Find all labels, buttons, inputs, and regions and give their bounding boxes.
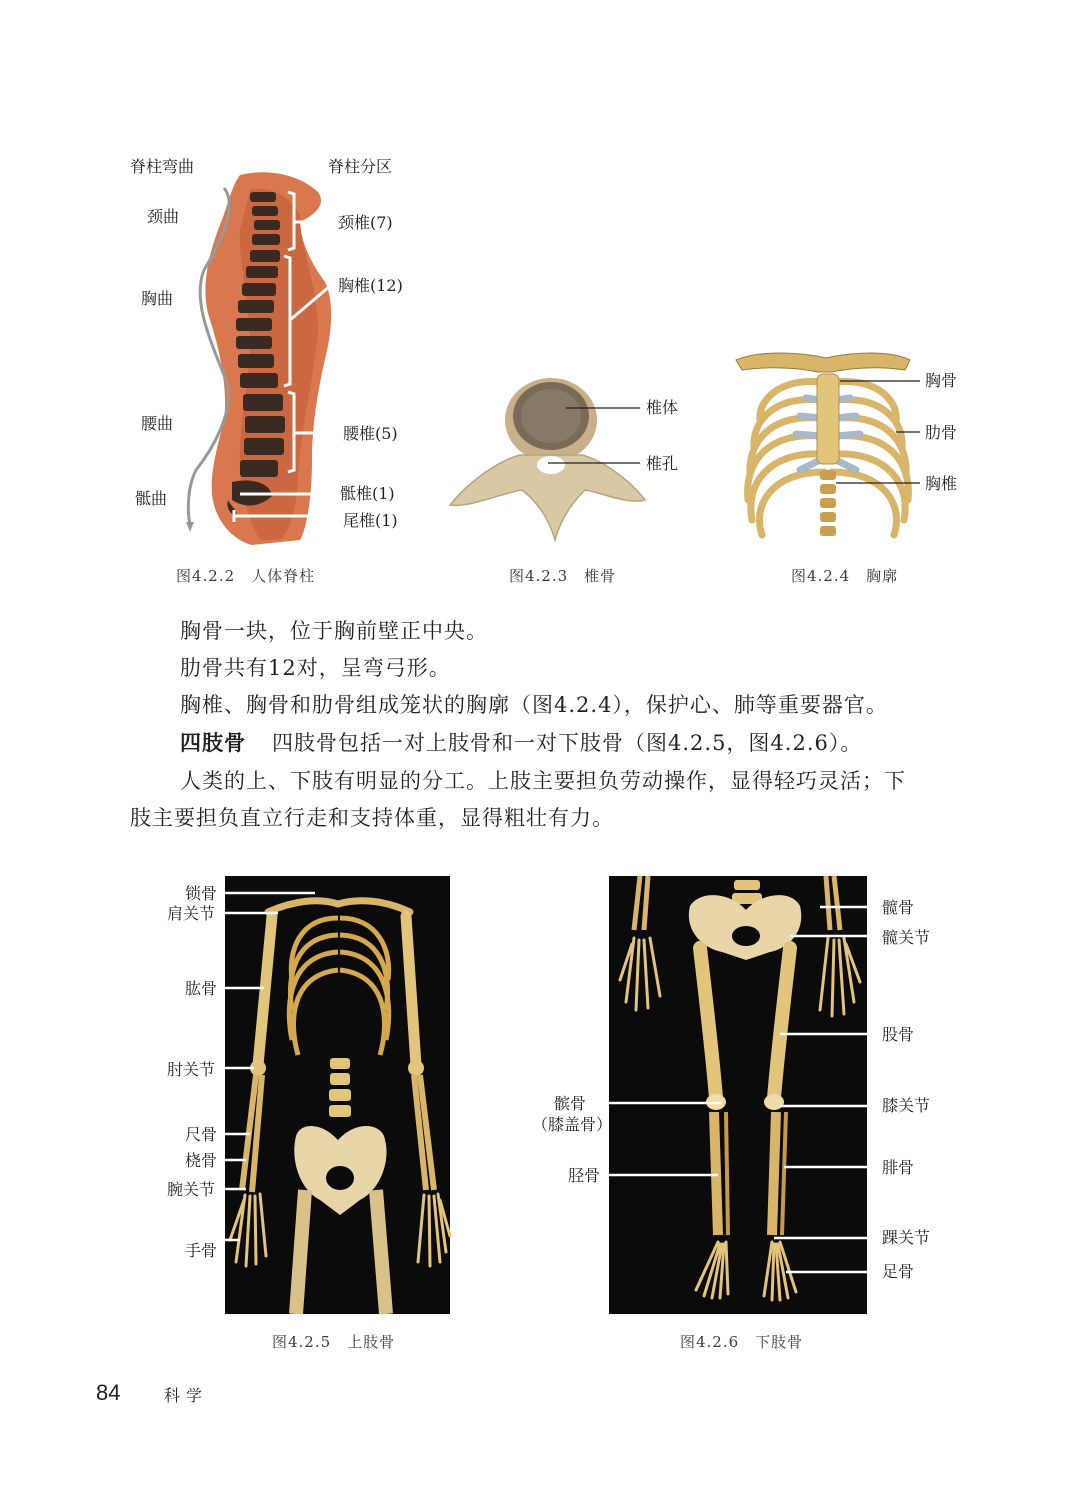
curve-sacral: 骶曲	[135, 489, 168, 508]
region-lumbar: 腰椎(5)	[343, 424, 398, 443]
vertebra-body-label: 椎体	[646, 398, 679, 417]
label-hip-joint: 髋关节	[882, 928, 931, 947]
curve-thoracic: 胸曲	[141, 289, 174, 308]
label-patella: 髌骨	[554, 1094, 587, 1113]
vertebra-foramen-label: 椎孔	[646, 454, 679, 473]
caption-thorax: 图4.2.4 胸廓	[791, 567, 899, 585]
thorax-sternum-label: 胸骨	[925, 371, 958, 390]
label-radius: 桡骨	[185, 1151, 218, 1170]
label-foot-bones: 足骨	[882, 1262, 915, 1281]
region-sacral: 骶椎(1)	[340, 484, 395, 503]
caption-upper-limb: 图4.2.5 上肢骨	[272, 1333, 396, 1351]
label-hip-bone: 髋骨	[882, 898, 915, 917]
paragraph-thorax: 胸椎、胸骨和肋骨组成笼状的胸廓（图4.2.4），保护心、肺等重要器官。	[180, 693, 888, 717]
curve-lumbar: 腰曲	[141, 414, 174, 433]
label-fibula: 腓骨	[882, 1158, 915, 1177]
page-number: 84	[96, 1380, 121, 1405]
thorax-vertebra-label: 胸椎	[925, 474, 958, 493]
curve-cervical: 颈曲	[147, 207, 180, 226]
label-clavicle: 锁骨	[185, 884, 218, 903]
caption-lower-limb: 图4.2.6 下肢骨	[680, 1333, 804, 1351]
label-ulna: 尺骨	[185, 1125, 218, 1144]
label-wrist-joint: 腕关节	[167, 1180, 216, 1199]
label-humerus: 肱骨	[185, 979, 218, 998]
region-thoracic: 胸椎(12)	[338, 276, 403, 295]
heading-limb-bones: 四肢骨	[180, 731, 246, 755]
label-tibia: 胫骨	[568, 1166, 601, 1185]
label-elbow-joint: 肘关节	[167, 1060, 216, 1079]
label-ankle-joint: 踝关节	[882, 1228, 931, 1247]
paragraph-ribs: 肋骨共有12对，呈弯弓形。	[180, 656, 451, 680]
label-hand-bones: 手骨	[185, 1241, 218, 1260]
caption-vertebra: 图4.2.3 椎骨	[509, 567, 617, 585]
region-coccyx: 尾椎(1)	[343, 511, 398, 530]
label-femur: 股骨	[882, 1025, 915, 1044]
subject-label: 科学	[164, 1386, 209, 1405]
paragraph-sternum: 胸骨一块，位于胸前壁正中央。	[180, 619, 488, 643]
thorax-rib-label: 肋骨	[925, 423, 958, 442]
label-knee-joint: 膝关节	[882, 1096, 931, 1115]
label-kneecap: （膝盖骨）	[532, 1115, 613, 1134]
spine-region-header: 脊柱分区	[328, 157, 393, 176]
label-shoulder-joint: 肩关节	[167, 904, 216, 923]
region-cervical: 颈椎(7)	[338, 213, 393, 232]
spine-curve-header: 脊柱弯曲	[130, 157, 195, 176]
paragraph-limbs-text: 四肢骨包括一对上肢骨和一对下肢骨（图4.2.5，图4.2.6）。	[272, 731, 863, 755]
paragraph-function-line2: 肢主要担负直立行走和支持体重，显得粗壮有力。	[130, 806, 614, 830]
paragraph-function-line1: 人类的上、下肢有明显的分工。上肢主要担负劳动操作，显得轻巧灵活；下	[180, 769, 906, 793]
caption-spine: 图4.2.2 人体脊柱	[176, 567, 316, 585]
